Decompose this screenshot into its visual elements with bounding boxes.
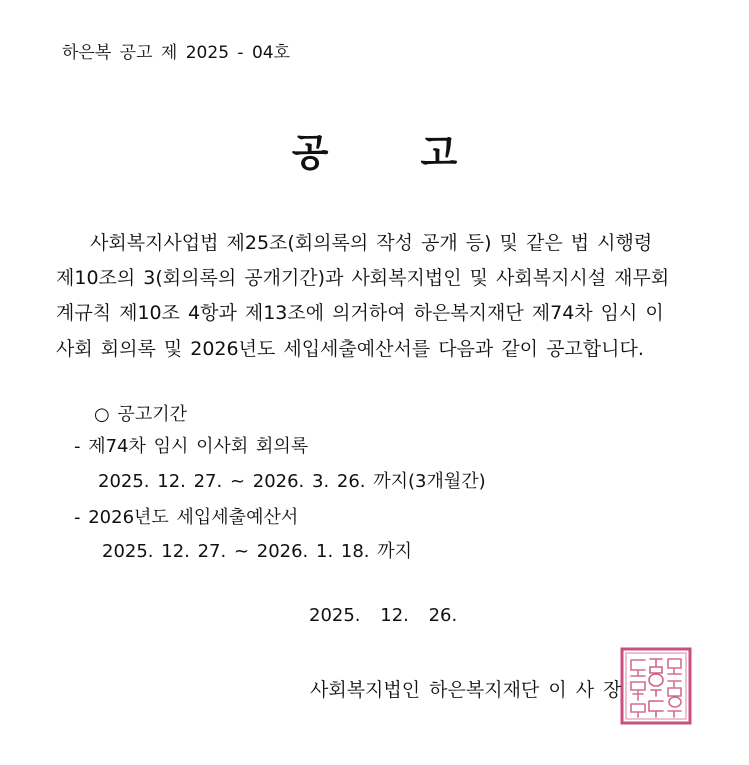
notice-date: 2025. 12. 26.: [309, 605, 458, 626]
period-item-budget: - 2026년도 세입세출예산서: [74, 507, 299, 528]
period-heading: ○ 공고기간: [94, 404, 187, 425]
period-item-minutes-dates: 2025. 12. 27. ~ 2026. 3. 26. 까지(3개월간): [98, 471, 486, 492]
body-line-1: 사회복지사업법 제25조(회의록의 작성 공개 등) 및 같은 법 시행령: [90, 232, 653, 254]
title-char-1: 공: [291, 131, 329, 175]
notice-signer: 사회복지법인 하은복지재단 이 사 장: [310, 679, 622, 701]
notice-title: [0, 122, 749, 177]
title-char-2: 고: [420, 131, 458, 175]
period-item-budget-dates: 2025. 12. 27. ~ 2026. 1. 18. 까지: [102, 541, 413, 562]
official-seal-icon: [619, 646, 693, 726]
period-item-minutes: - 제74차 임시 이사회 회의록: [74, 436, 309, 457]
body-line-3: 계규칙 제10조 4항과 제13조에 의거하여 하은복지재단 제74차 임시 이: [56, 302, 664, 324]
body-line-4: 사회 회의록 및 2026년도 세입세출예산서를 다음과 같이 공고합니다.: [56, 338, 644, 360]
body-line-2: 제10조의 3(회의록의 공개기간)과 사회복지법인 및 사회복지시설 재무회: [56, 267, 670, 289]
notice-number: 하은복 공고 제 2025 - 04호: [62, 43, 291, 63]
